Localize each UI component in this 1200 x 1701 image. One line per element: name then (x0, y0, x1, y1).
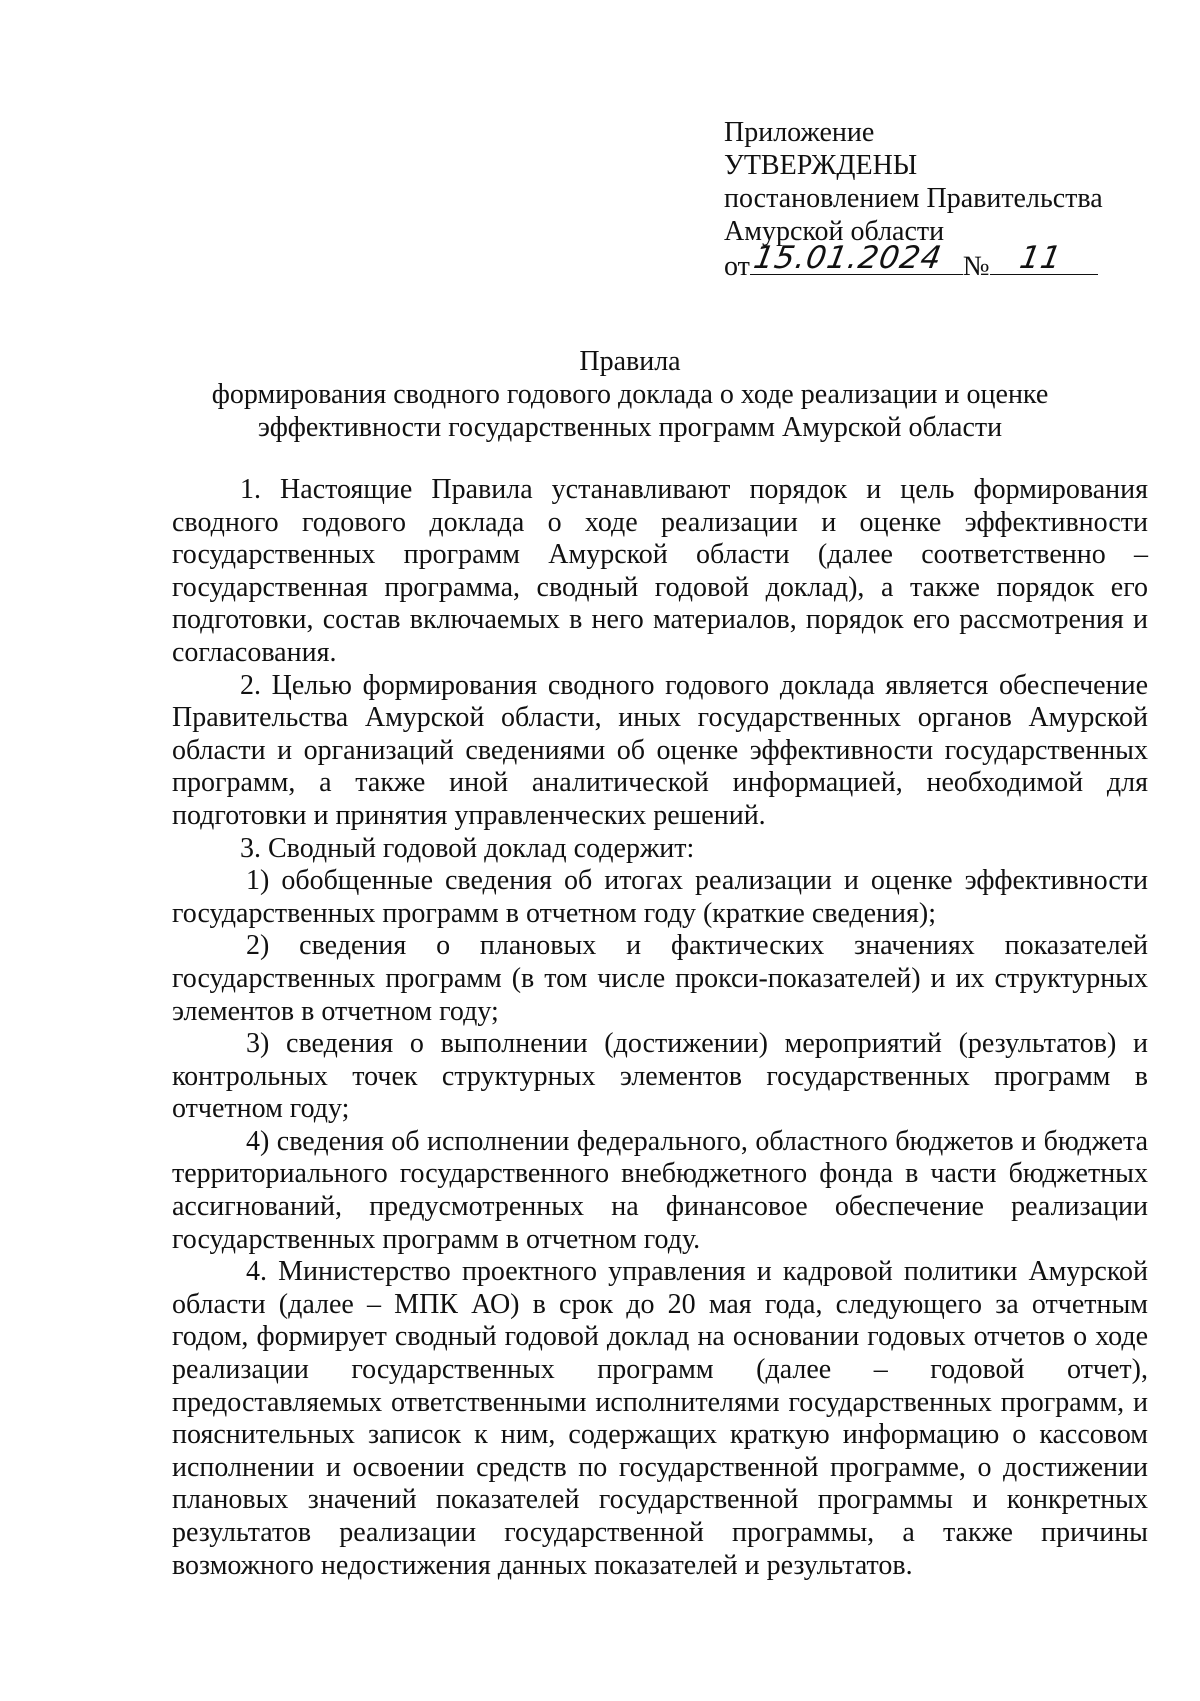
title-line-1: Правила (579, 346, 681, 377)
approval-block (724, 116, 1103, 283)
number-blank (990, 240, 1098, 276)
number-prefix: № (962, 251, 990, 282)
date-number-line (724, 240, 1103, 283)
paragraph-2: 2. Целью формирования сводного годового доклада является обеспечение Правительства Амурской области, иных государственных органов Амурской области и организаций сведениями об оценке эффективности государственных программ, а также иной аналитической информацией, необходимой для подготовки и принятия управленческих решений. (172, 669, 1148, 831)
list-item-3: 3) сведения о выполнении (достижении) мероприятий (результатов) и контрольных точек структурных элементов государственных программ в отчетном году; (172, 1028, 1148, 1125)
document-title (170, 345, 1090, 444)
date-prefix: от (724, 251, 750, 282)
handwritten-date: 15.01.2024 (750, 240, 945, 276)
list-item-4: 4) сведения об исполнении федерального, областного бюджетов и бюджета территориального государственного внебюджетного фонда в части бюджетных ассигнований, предусмотренных на финансовое обеспечение реализации государственных программ в отчетном году. (172, 1125, 1148, 1255)
list-item-2: 2) сведения о плановых и фактических значениях показателей государственных программ (в том числе прокси-показателей) и их структурных элементов в отчетном году; (172, 930, 1148, 1027)
document-body (172, 474, 1148, 1582)
approved-label: УТВЕРЖДЕНЫ (724, 150, 918, 181)
date-blank (750, 240, 963, 276)
title-line-3: эффективности государственных программ Амурской области (257, 412, 1003, 443)
paragraph-4: 4. Министерство проектного управления и кадровой политики Амурской области (далее – МПК АО) в срок до 20 мая года, следующего за отчетным годом, формирует сводный годовой доклад на основании годовых отчетов о ходе реализации государственных программ (далее – годовой отчет), предоставляемых ответственными исполнителями государственных программ, и пояснительных записок к ним, содержащих краткую информацию о кассовом исполнении и освоении средств по государственной программе, о достижении плановых значений показателей государственной программы и конкретных результатов реализации государственной программы, а также причины возможного недостижения данных показателей и результатов. (172, 1256, 1148, 1581)
paragraph-1: 1. Настоящие Правила устанавливают порядок и цель формирования сводного годового доклада о ходе реализации и оценке эффективности государственных программ Амурской области (далее соответственно – государственная программа, сводный годовой доклад), а также порядок его подготовки, состав включаемых в него материалов, порядок его рассмотрения и согласования. (172, 474, 1148, 668)
appendix-label: Приложение (724, 117, 875, 148)
handwritten-number: 11 (1016, 240, 1065, 276)
paragraph-3: 3. Сводный годовой доклад содержит: (240, 832, 695, 864)
region-label: Амурской области (724, 216, 945, 247)
list-item-1: 1) обобщенные сведения об итогах реализации и оценке эффективности государственных программ в отчетном году (краткие сведения); (172, 865, 1148, 929)
approved-by-label: постановлением Правительства (724, 183, 1103, 214)
title-line-2: формирования сводного годового доклада о ходе реализации и оценке (211, 379, 1049, 410)
